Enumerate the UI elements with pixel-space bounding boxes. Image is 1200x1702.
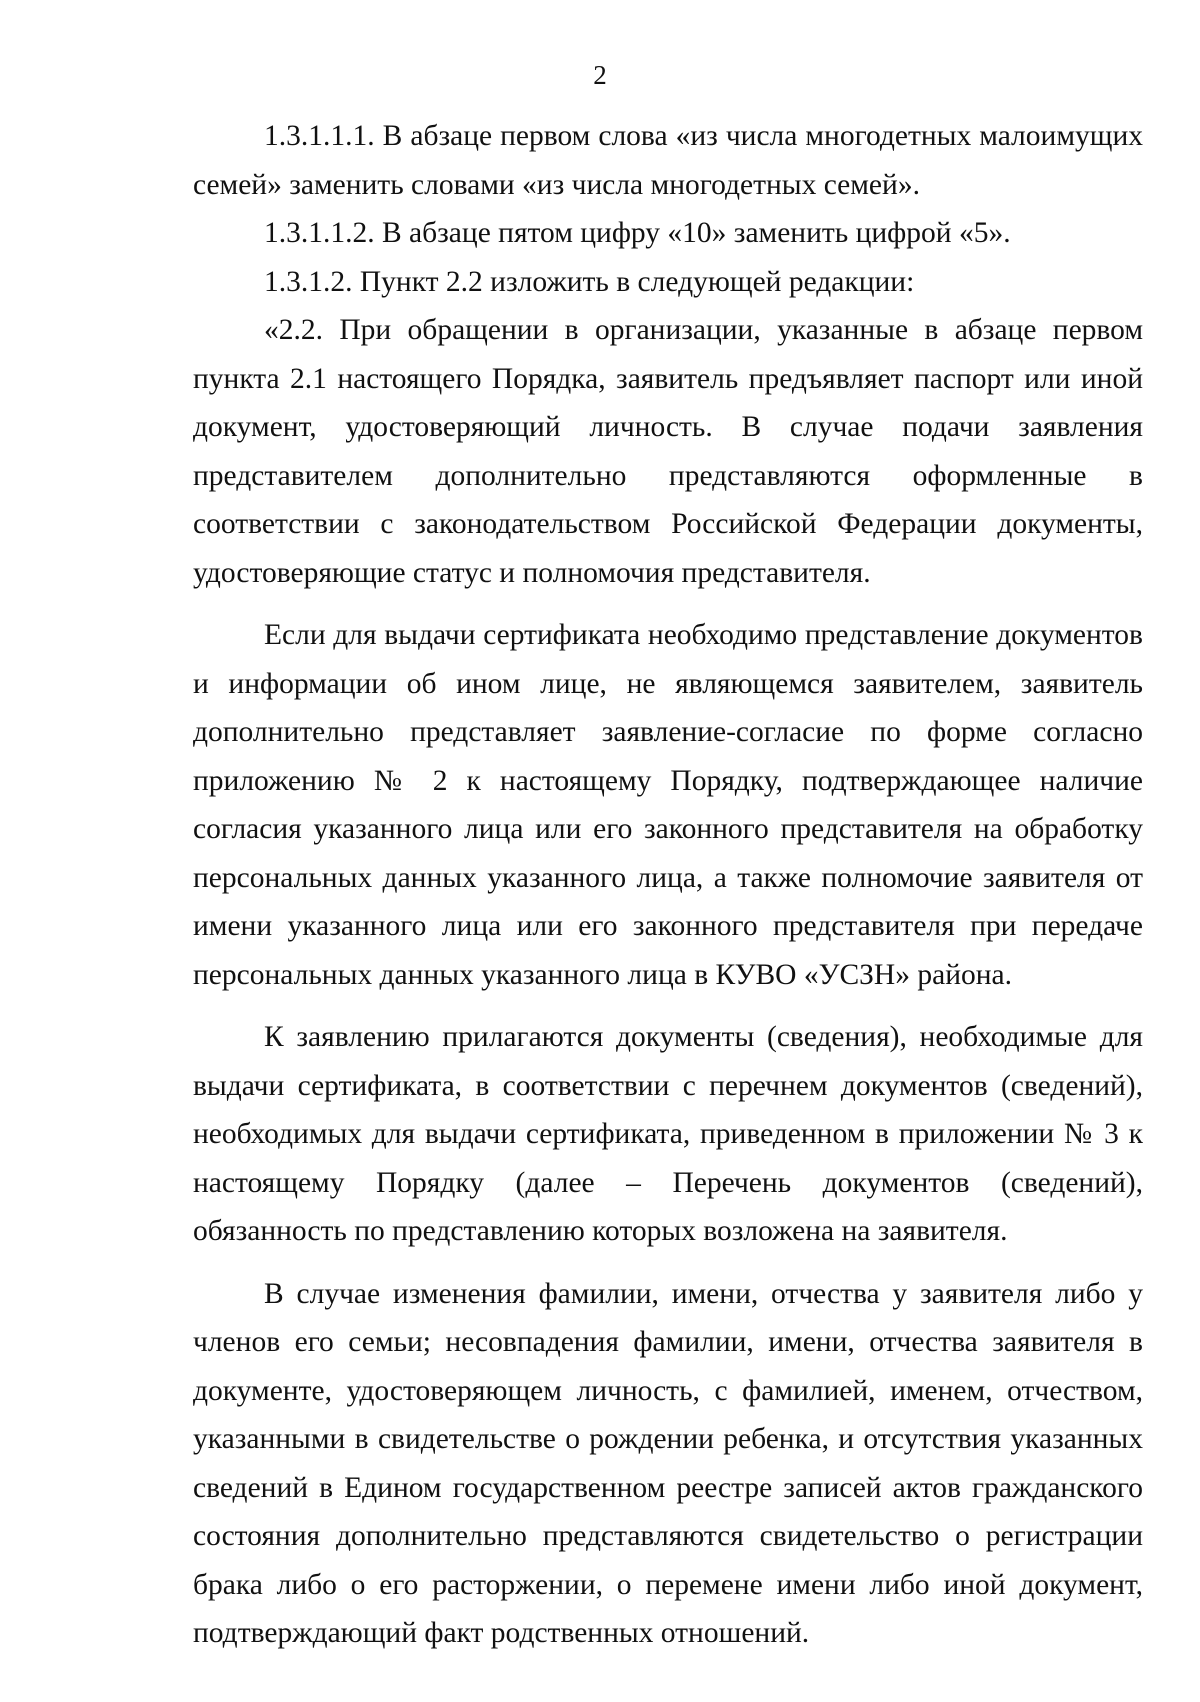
page-number: 2 [593, 60, 607, 90]
paragraph-2-2: «2.2. При обращении в организации, указанные в абзаце первом пункта 2.1 настоящего Порядка, заявитель предъявляет паспорт или иной документ, удостоверяющий личность. В случае подачи заявления представителем дополнительно представляются оформленные в соответствии с законодательством Российской Федерации документы, удостоверяющие статус и полномочия представителя. [193, 314, 1143, 589]
paragraph-name-change: В случае изменения фамилии, имени, отчества у заявителя либо у членов его семьи; несовпадения фамилии, имени, отчества заявителя в документе, удостоверяющем личность, с фамилией, именем, отчеством, указанными в свидетельстве о рождении ребенка, и отсутствия указанных сведений в Едином государственном реестре записей актов гражданского состояния дополнительно представляются свидетельство о регистрации брака либо о его расторжении, о перемене имени либо иной документ, подтверждающий факт родственных отношений. [193, 1277, 1143, 1649]
paragraph-other-person-info: Если для выдачи сертификата необходимо представление документов и информации об ином лице, не являющемся заявителем, заявитель дополнительно представляет заявление-согласие по форме согласно приложению № 2 к настоящему Порядку, подтверждающее наличие согласия указанного лица или его законного представителя на обработку персональных данных указанного лица, а также полномочие заявителя от имени указанного лица или его законного представителя при передаче персональных данных указанного лица в КУВО «УСЗН» района. [193, 619, 1143, 991]
paragraph-attached-documents: К заявлению прилагаются документы (сведения), необходимые для выдачи сертификата, в соответствии с перечнем документов (сведений), необходимых для выдачи сертификата, приведенном в приложении № 3 к настоящему Порядку (далее – Перечень документов (сведений), обязанность по представлению которых возложена на заявителя. [193, 1021, 1143, 1247]
document-body [193, 112, 1143, 1658]
paragraph-1-3-1-2: 1.3.1.2. Пункт 2.2 изложить в следующей редакции: [264, 265, 915, 298]
paragraph-1-3-1-1-2: 1.3.1.1.2. В абзаце пятом цифру «10» заменить цифрой «5». [264, 217, 1011, 249]
paragraph-1-3-1-1-1: 1.3.1.1.1. В абзаце первом слова «из числа многодетных малоимущих семей» заменить словами «из числа многодетных семей». [193, 120, 1143, 201]
